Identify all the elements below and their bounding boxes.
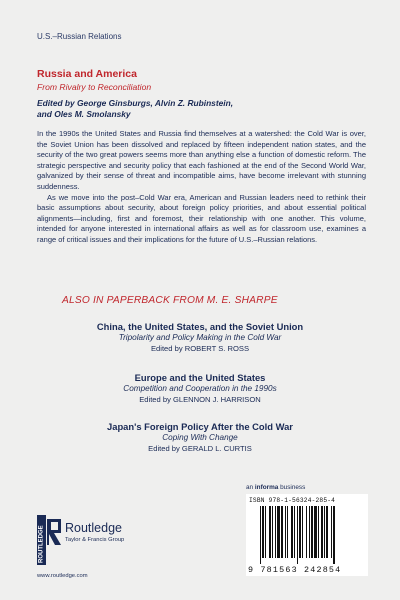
barcode-bar bbox=[269, 506, 271, 558]
barcode-bar bbox=[333, 506, 335, 564]
barcode-bar bbox=[324, 506, 325, 558]
recommended-book-title: China, the United States, and the Soviet Union bbox=[96, 321, 304, 332]
publisher-group: Taylor & Francis Group bbox=[65, 537, 125, 543]
barcode-bar bbox=[321, 506, 323, 558]
book-title: Russia and America bbox=[37, 68, 137, 80]
recommended-book bbox=[36, 321, 364, 354]
isbn-text: ISBN 978-1-56324-285-4 bbox=[249, 497, 336, 504]
barcode-bar bbox=[275, 506, 276, 558]
book-editors bbox=[37, 98, 233, 120]
series-name: U.S.–Russian Relations bbox=[37, 32, 122, 41]
barcode-bar bbox=[314, 506, 317, 558]
barcode-bar bbox=[287, 506, 288, 558]
also-in-paperback-heading: ALSO IN PAPERBACK FROM M. E. SHARPE bbox=[62, 295, 278, 306]
barcode-bar bbox=[291, 506, 293, 558]
book-subtitle: From Rivalry to Reconciliation bbox=[37, 82, 152, 92]
book-description bbox=[37, 129, 366, 246]
barcode-bar bbox=[326, 506, 328, 558]
barcode-bar bbox=[318, 506, 319, 558]
barcode-bar bbox=[265, 506, 266, 558]
recommended-book-subtitle: Tripolarity and Policy Making in the Cold War bbox=[118, 333, 282, 342]
recommended-book-subtitle: Coping With Change bbox=[162, 433, 238, 442]
recommended-book-subtitle: Competition and Cooperation in the 1990s bbox=[123, 384, 277, 393]
recommended-book-title: Japan's Foreign Policy After the Cold War bbox=[107, 421, 293, 432]
recommended-book-editor: Edited by GLENNON J. HARRISON bbox=[139, 394, 261, 404]
recommended-book bbox=[36, 421, 364, 454]
logo-vertical-text: ROUTLEDGE bbox=[38, 525, 45, 563]
description-paragraph: As we move into the post–Cold War era, American and Russian leaders need to rethink their basic assumptions about security, about foreign policy priorities, and about essential political alignments—including, first and foremost, their relationship with one another. This volume, intended for anyone interested in international affairs as well as for classroom use, examines a range of critical issues and their implications for the future of U.S.–Russian relations. bbox=[37, 192, 366, 244]
informa-business-tag bbox=[246, 484, 305, 491]
editors-line-2: and Oles M. Smolansky bbox=[37, 109, 131, 119]
routledge-logo-icon bbox=[37, 515, 63, 565]
barcode-bar bbox=[297, 506, 298, 564]
barcode-bar bbox=[272, 506, 273, 558]
publisher-url: www.routledge.com bbox=[37, 573, 88, 579]
barcode-icon bbox=[258, 506, 358, 564]
informa-suffix: business bbox=[278, 484, 306, 491]
barcode-bar bbox=[285, 506, 286, 558]
barcode-bar bbox=[260, 506, 261, 564]
barcode-bar bbox=[331, 506, 332, 558]
publisher-name: Routledge bbox=[65, 521, 122, 535]
barcode-bar bbox=[299, 506, 301, 558]
barcode-digits: 9 781563 242854 bbox=[248, 565, 342, 575]
recommended-book-title: Europe and the United States bbox=[134, 372, 266, 383]
barcode-bar bbox=[277, 506, 280, 558]
recommended-book-editor: Edited by GERALD L. CURTIS bbox=[148, 443, 252, 453]
editors-line-1: Edited by George Ginsburgs, Alvin Z. Rubinstein, bbox=[37, 98, 234, 108]
recommended-book-editor: Edited by ROBERT S. ROSS bbox=[150, 343, 250, 353]
barcode-bar bbox=[309, 506, 310, 558]
barcode-bar bbox=[294, 506, 295, 558]
barcode-bar bbox=[262, 506, 264, 558]
recommended-book bbox=[36, 372, 364, 405]
barcode-bar bbox=[302, 506, 303, 558]
barcode-bar bbox=[306, 506, 307, 558]
barcode-bar bbox=[281, 506, 283, 558]
description-paragraph: In the 1990s the United States and Russia find themselves at a watershed: the Cold War is over, the Soviet Union has been dissolved and replaced by fifteen independent nation states, and the security of the two great powers seems more than anything else a function of domestic reform. The strategic perspective and security policy that each fashioned at the end of the Second World War, galvanized by their sense of threat and incompatible aims, have become irrelevant with stunning suddenness. bbox=[37, 129, 366, 191]
informa-brand: informa bbox=[254, 484, 279, 491]
informa-prefix: an bbox=[246, 484, 255, 491]
barcode-bar bbox=[311, 506, 313, 558]
